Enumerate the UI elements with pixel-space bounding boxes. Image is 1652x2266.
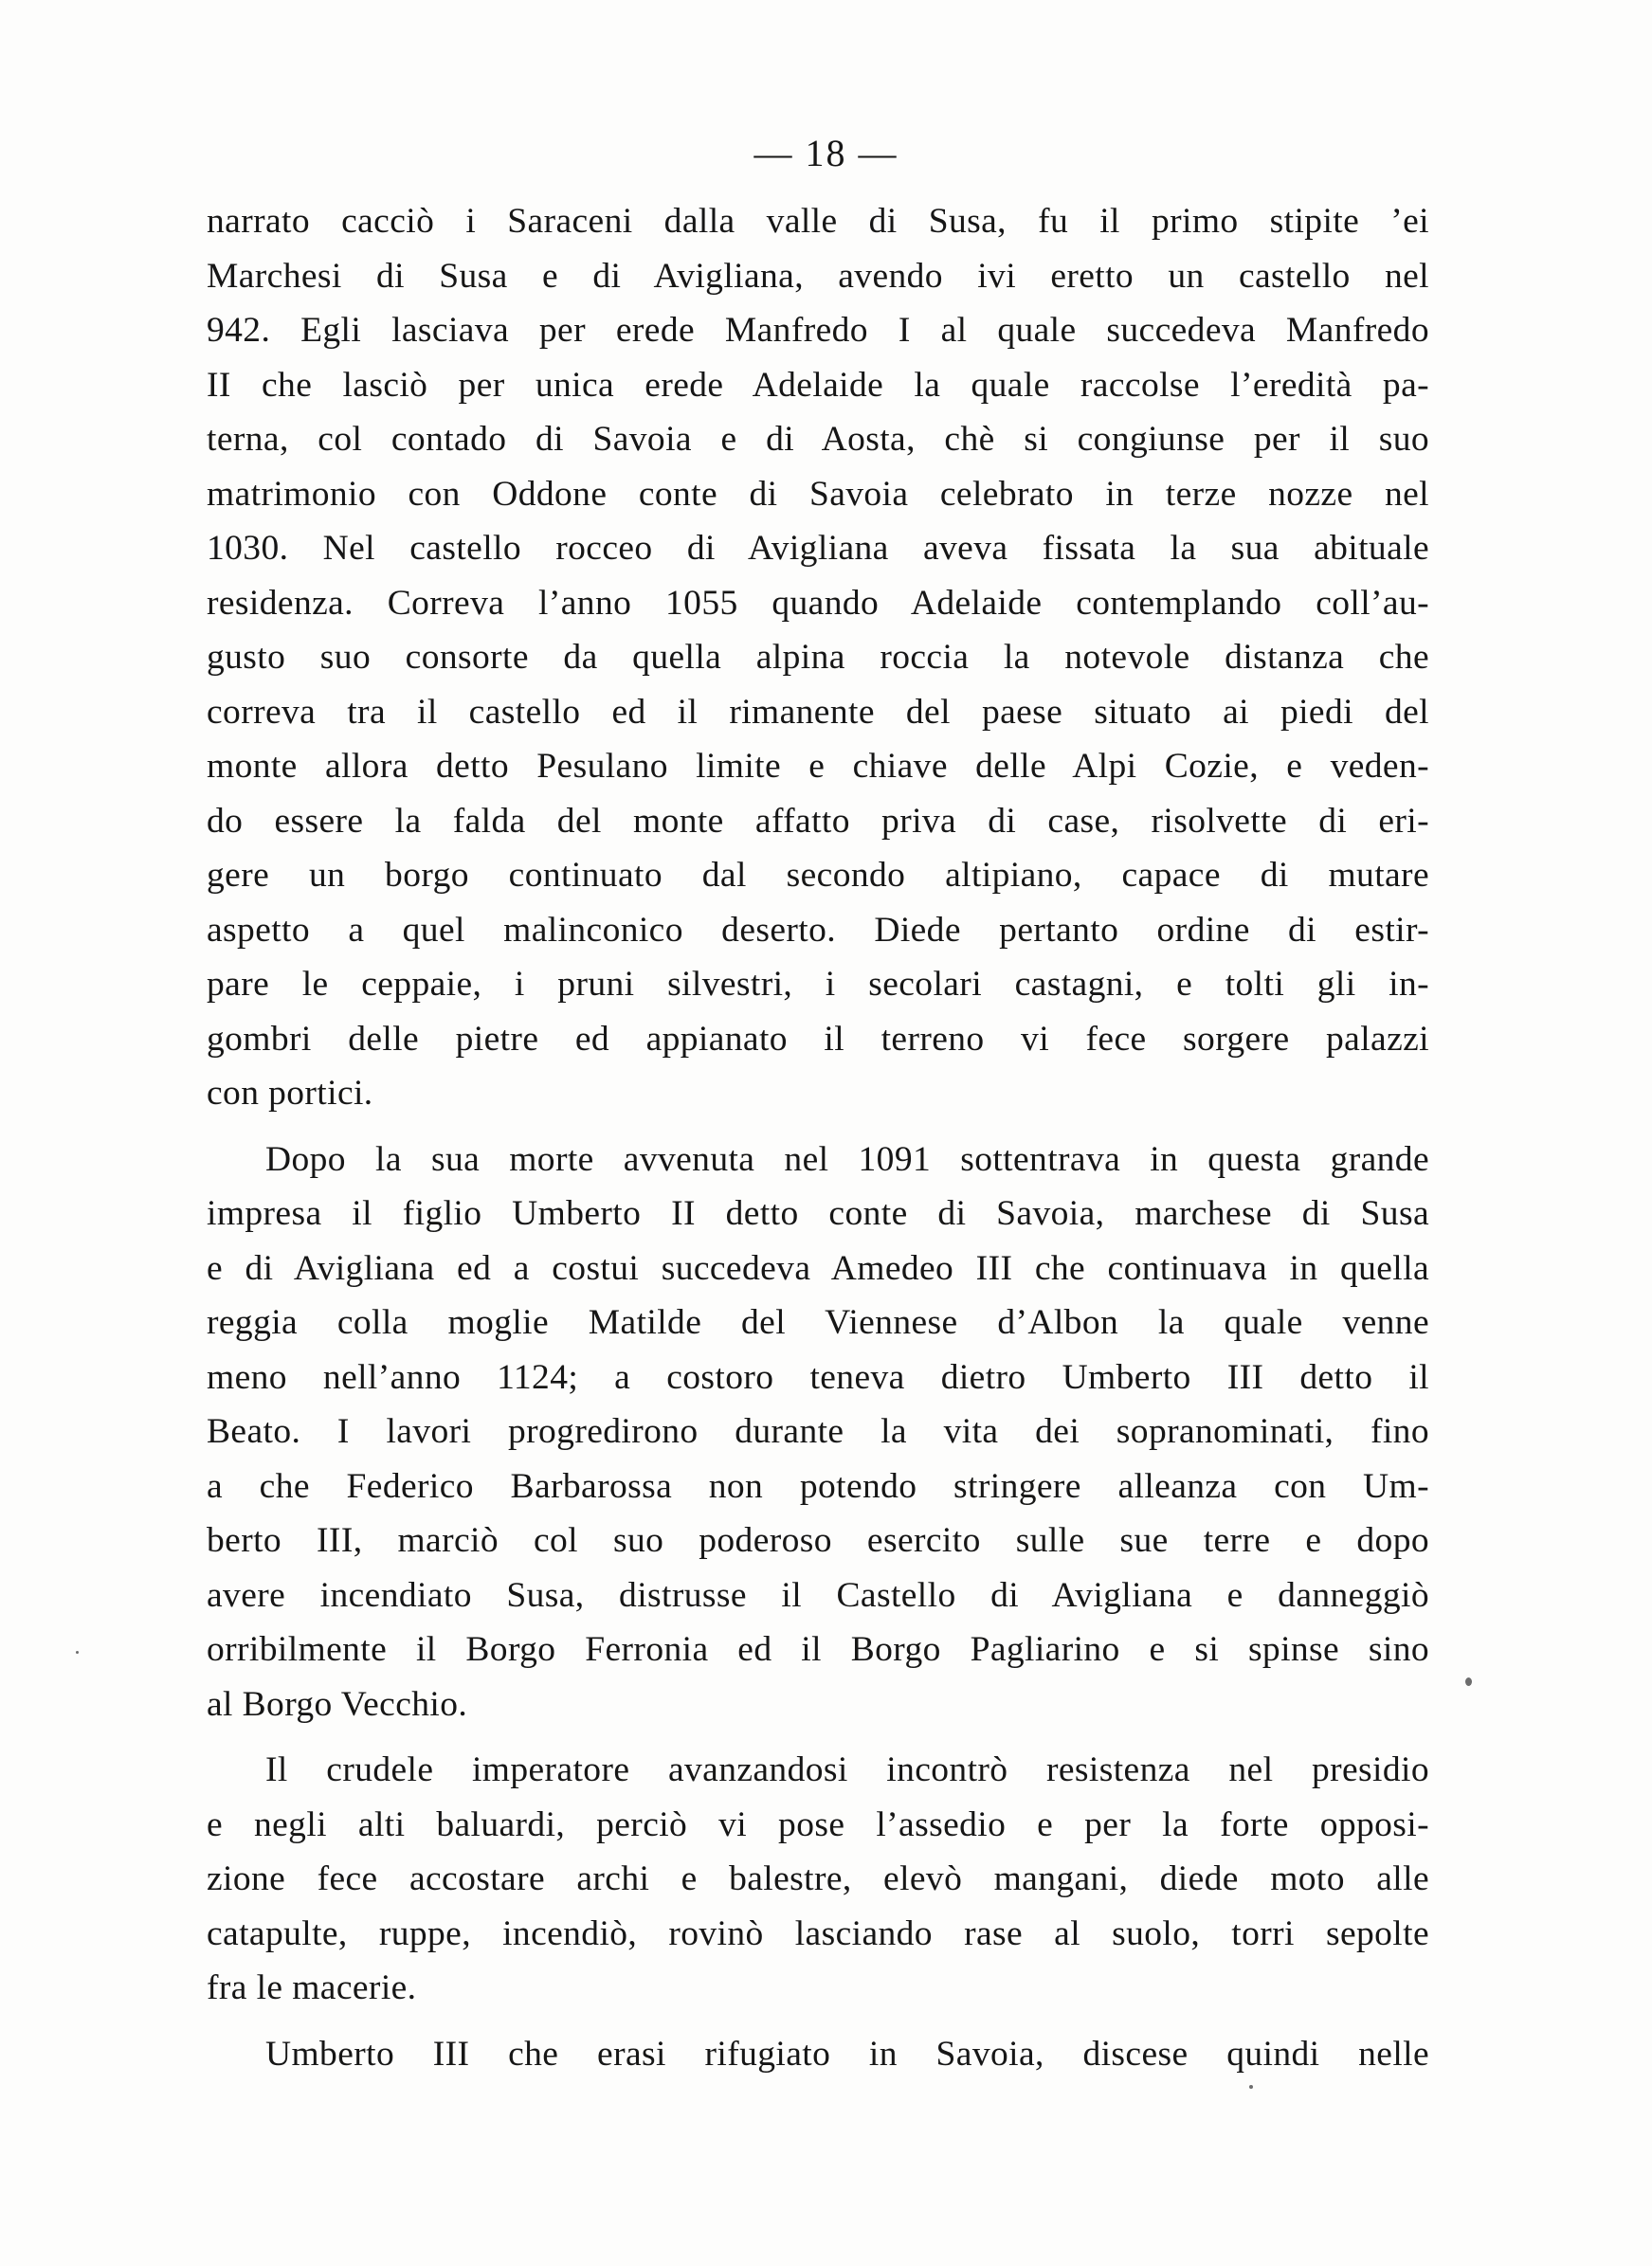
text-line: gusto suo consorte da quella alpina roccia la notevole distanza che (207, 638, 1429, 677)
text-line: narrato cacciò i Saraceni dalla valle di Susa, fu il primo stipite ’ei (207, 202, 1429, 241)
text-line: Il crudele imperatore avanzandosi incontrò resistenza nel presidio (265, 1750, 1429, 1789)
text-line: catapulte, ruppe, incendiò, rovinò lasciando rase al suolo, torri sepolte (207, 1913, 1429, 1953)
text-line: Umberto III che erasi rifugiato in Savoia, discese quindi nelle (265, 2034, 1429, 2074)
scan-speck (1249, 2085, 1253, 2089)
text-line: correva tra il castello ed il rimanente del paese situato ai piedi del (207, 692, 1429, 732)
text-line: do essere la falda del monte affatto priva di case, risolvette di eri- (207, 801, 1429, 841)
text-line: reggia colla moglie Matilde del Viennese d’Albon la quale venne (207, 1303, 1429, 1342)
text-line: avere incendiato Susa, distrusse il Castello di Avigliana e danneggiò (207, 1575, 1429, 1615)
text-line: 1030. Nel castello rocceo di Avigliana aveva fissata la sua abituale (207, 529, 1429, 568)
paragraph-2 (207, 1133, 1429, 1732)
paragraph-4 (207, 2027, 1429, 2082)
paragraph-3 (207, 1743, 1429, 2016)
text-line: fra le macerie. (207, 1968, 417, 2007)
text-line: pare le ceppaie, i pruni silvestri, i secolari castagni, e tolti gli in- (207, 965, 1429, 1004)
text-line: meno nell’anno 1124; a costoro teneva dietro Umberto III detto il (207, 1357, 1429, 1397)
text-line: orribilmente il Borgo Ferronia ed il Borgo Pagliarino e si spinse sino (207, 1630, 1429, 1669)
text-line: terna, col contado di Savoia e di Aosta, chè si congiunse per il suo (207, 420, 1429, 459)
text-line: berto III, marciò col suo poderoso esercito sulle sue terre e dopo (207, 1521, 1429, 1560)
text-line: gere un borgo continuato dal secondo altipiano, capace di mutare (207, 856, 1429, 895)
text-line: gombri delle pietre ed appianato il terreno vi fece sorgere palazzi (207, 1019, 1429, 1059)
text-line: Dopo la sua morte avvenuta nel 1091 sottentrava in questa grande (265, 1139, 1429, 1179)
text-line: a che Federico Barbarossa non potendo stringere alleanza con Um- (207, 1466, 1429, 1506)
text-line: e negli alti baluardi, perciò vi pose l’assedio e per la forte opposi- (207, 1804, 1429, 1844)
text-line: 942. Egli lasciava per erede Manfredo I al quale succedeva Manfredo (207, 311, 1429, 350)
page-number: — 18 — (753, 132, 899, 174)
text-line: II che lasciò per unica erede Adelaide la quale raccolse l’eredità pa- (207, 365, 1429, 405)
text-line: impresa il figlio Umberto II detto conte di Savoia, marchese di Susa (207, 1194, 1429, 1233)
text-line: Marchesi di Susa e di Avigliana, avendo ivi eretto un castello nel (207, 256, 1429, 296)
text-line: al Borgo Vecchio. (207, 1684, 468, 1724)
text-line: con portici. (207, 1074, 373, 1113)
text-line: e di Avigliana ed a costui succedeva Amedeo III che continuava in quella (207, 1248, 1429, 1288)
text-line: aspetto a quel malinconico deserto. Diede pertanto ordine di estir- (207, 910, 1429, 950)
text-line: Beato. I lavori progredirono durante la vita dei sopranominati, fino (207, 1412, 1429, 1451)
scan-speck (1465, 1677, 1472, 1686)
scan-speck (76, 1651, 79, 1654)
text-line: monte allora detto Pesulano limite e chiave delle Alpi Cozie, e veden- (207, 747, 1429, 786)
text-line: zione fece accostare archi e balestre, elevò mangani, diede moto alle (207, 1859, 1429, 1898)
text-line: matrimonio con Oddone conte di Savoia celebrato in terze nozze nel (207, 474, 1429, 514)
paragraph-1 (207, 194, 1429, 1121)
text-line: residenza. Correva l’anno 1055 quando Adelaide contemplando coll’au- (207, 583, 1429, 623)
body-text (207, 194, 1429, 2081)
